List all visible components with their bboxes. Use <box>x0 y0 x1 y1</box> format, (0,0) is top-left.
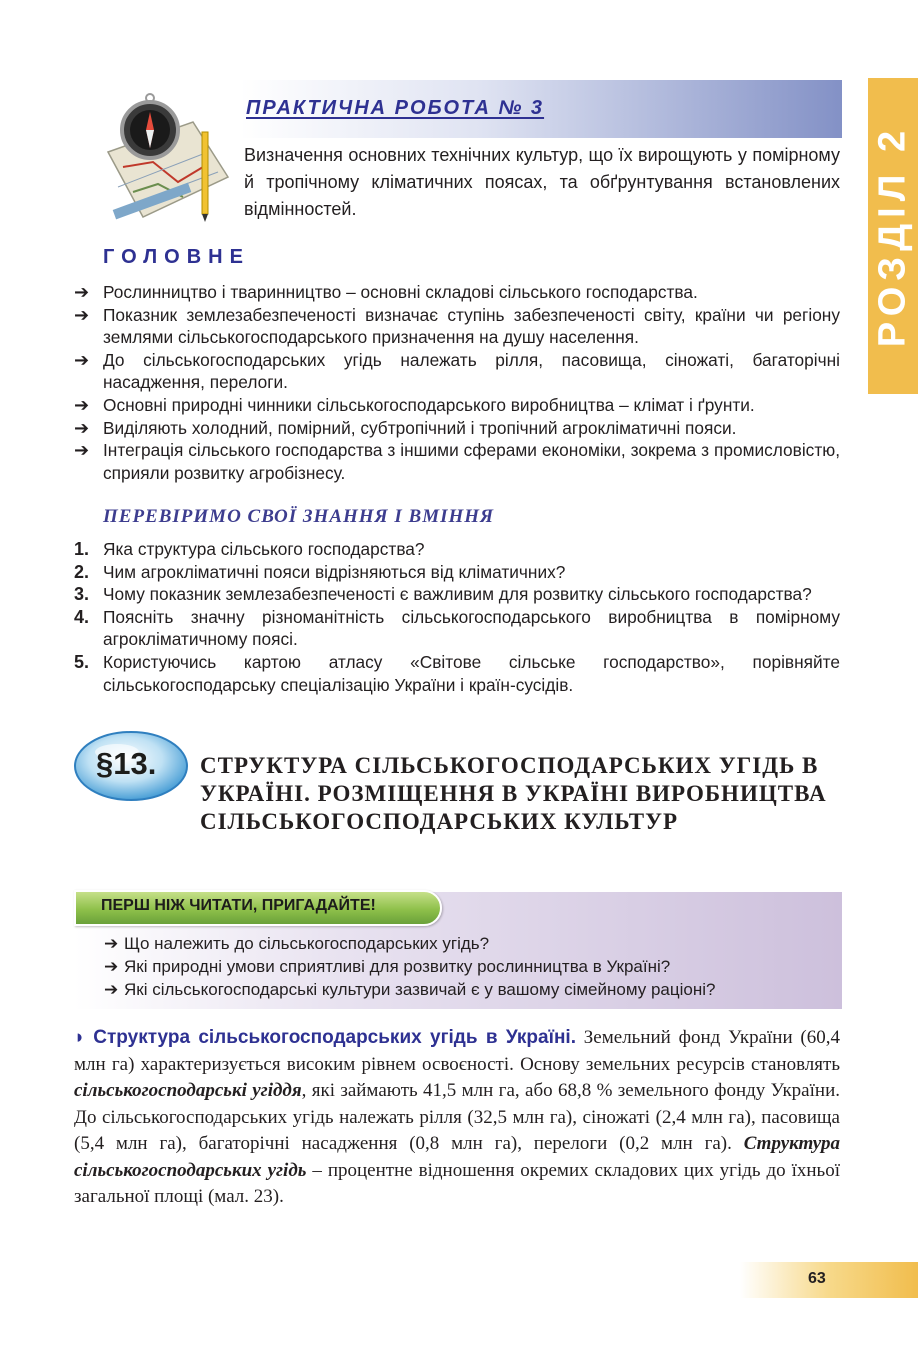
practical-work-text: Визначення основних технічних культур, що їх вирощують у помірному й тропічному кліматичних поясах, та обґрунтування встановлених відмінностей. <box>244 145 840 219</box>
list-item: ➔ Показник землезабезпеченості визначає ступінь забезпеченості світу, країни чи регіону землями сільськогосподарського призначення на душу населення. <box>74 304 840 348</box>
recall-list <box>104 932 824 1001</box>
list-item: ➔ Рослинництво і тваринництво – основні складові сільського господарства. <box>74 282 698 302</box>
footer-bar <box>740 1262 918 1298</box>
arrow-icon: ➔ <box>74 440 90 461</box>
question-item: 4. Поясніть значну різноманітність сільськогосподарського виробництва в помірному агрокліматичному поясі. <box>74 606 840 650</box>
summary-list <box>74 281 840 484</box>
recall-label: ПЕРШ НІЖ ЧИТАТИ, ПРИГАДАЙТЕ! <box>101 897 376 914</box>
arrow-icon: ➔ <box>104 957 119 976</box>
list-item: ➔ Які сільськогосподарські культури зазвичай є у вашому сімейному раціоні? <box>104 980 716 999</box>
paragraph-number: §13. <box>96 746 157 781</box>
paragraph-title: СТРУКТУРА СІЛЬСЬКОГОСПОДАРСЬКИХ УГІДЬ В УКРАЇНІ. РОЗМІЩЕННЯ В УКРАЇНІ ВИРОБНИЦТВА СІЛЬСЬКОГОСПОДАРСЬКИХ КУЛЬТУР <box>200 753 827 834</box>
arrow-icon: ➔ <box>104 980 119 999</box>
arrow-icon: ➔ <box>74 282 90 302</box>
page-number: 63 <box>808 1270 826 1287</box>
list-item: ➔ До сільськогосподарських угідь належать рілля, пасовища, сіножаті, багаторічні насадження, перелоги. <box>74 349 840 393</box>
arrow-icon: ➔ <box>74 394 90 415</box>
summary-heading: ГОЛОВНЕ <box>103 246 250 268</box>
question-item: 3. Чому показник землезабезпеченості є важливим для розвитку сільського господарства? <box>74 584 812 605</box>
arrow-icon: ➔ <box>74 304 90 325</box>
list-item: ➔ Які природні умови сприятливі для розвитку рослинництва в Україні? <box>104 957 671 976</box>
question-item: 2. Чим агрокліматичні пояси відрізняються від кліматичних? <box>74 561 566 582</box>
arrow-icon: ➔ <box>74 417 90 438</box>
list-item: ➔ Що належить до сільськогосподарських угідь? <box>104 934 490 953</box>
question-number: 3. <box>74 584 90 605</box>
check-list <box>74 538 840 696</box>
question-number: 2. <box>74 561 90 582</box>
list-item: ➔ Виділяють холодний, помірний, субтропічний і тропічний агрокліматичні пояси. <box>74 417 737 438</box>
section-side-tab <box>868 78 918 394</box>
arrow-icon: ➔ <box>74 349 90 370</box>
check-heading: ПЕРЕВІРИМО СВОЇ ЗНАННЯ І ВМІННЯ <box>103 506 495 527</box>
section-marker-icon: ◗ <box>74 1027 86 1048</box>
question-item: 5. Користуючись картою атласу «Світове сільське господарство», порівняйте сільськогосподарську спеціалізацію України і країн-сусідів. <box>74 651 840 695</box>
question-number: 1. <box>74 539 90 559</box>
body-paragraph: ◗ Структура сільськогосподарських угідь в Україні. Земельний фонд України (60,4 млн га) характеризується високим рівнем освоєності. Основу земельних ресурсів становлять сільськогосподарські угіддя, які займають 41,5 млн га, або 68,8 % земельного фонду України. До сільськогосподарських угідь належать рілля (32,5 млн га), сіножаті (2,4 млн га), пасовища (5,4 млн га), багаторічні насадження (0,8 млн га), перелоги (0,2 млн га). Структура сільськогосподарських угідь – процентне відношення окремих складових цих угідь до їхньої загальної площі (мал. 23). <box>74 1027 841 1207</box>
list-item: ➔ Інтеграція сільського господарства з іншими сферами економіки, зокрема з промисловістю, сприяли розвитку агробізнесу. <box>74 440 840 483</box>
term-highlight: сільськогосподарські угіддя <box>74 1080 302 1101</box>
question-item: 1. Яка структура сільського господарства? <box>74 539 425 559</box>
question-number: 5. <box>74 651 90 672</box>
practical-work-title: ПРАКТИЧНА РОБОТА № 3 <box>246 97 545 119</box>
compass-map-icon <box>98 92 238 222</box>
section-side-tab-label: РОЗДІЛ 2 <box>871 124 914 348</box>
term-highlight: Структура сільськогосподарських угідь <box>74 1133 840 1181</box>
list-item: ➔ Основні природні чинники сільськогосподарського виробництва – клімат і ґрунти. <box>74 394 755 415</box>
body-subheading: Структура сільськогосподарських угідь в Україні. <box>93 1027 576 1048</box>
arrow-icon: ➔ <box>104 934 119 953</box>
question-number: 4. <box>74 606 90 627</box>
